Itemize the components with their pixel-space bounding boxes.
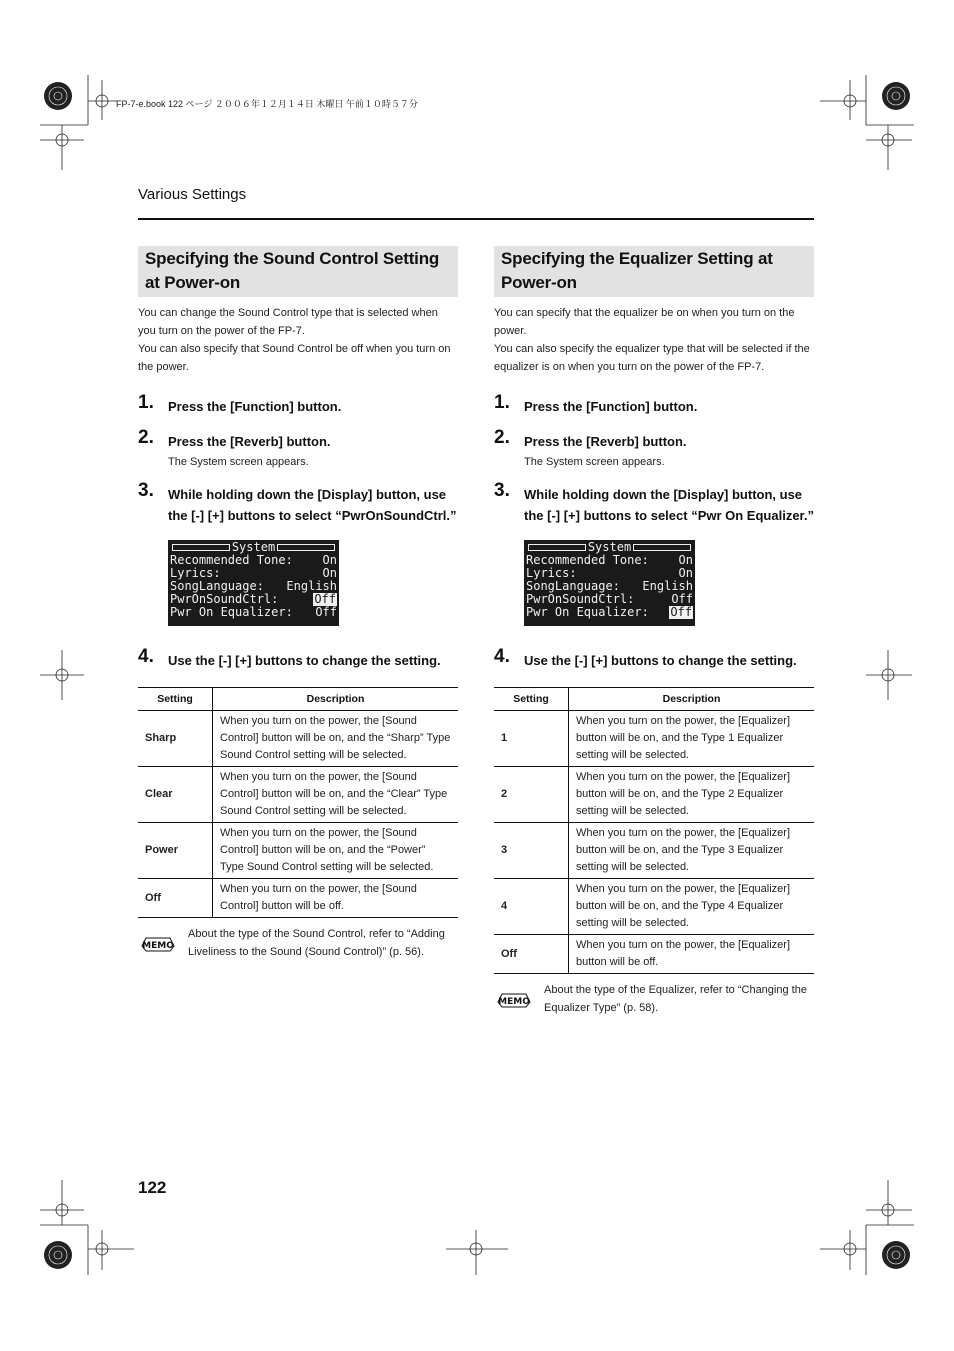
table-row xyxy=(494,879,814,935)
setting-cell: Power xyxy=(138,823,213,879)
lcd-value: Off xyxy=(671,592,693,606)
step-number: 2. xyxy=(494,427,510,448)
lcd-label: Pwr On Equalizer: xyxy=(170,605,293,619)
description-cell: When you turn on the power, the [Sound Control] button will be on, and the “Power” Type Sound Control setting will be selected. xyxy=(213,823,459,879)
lcd-value: English xyxy=(286,579,337,593)
page-number: 122 xyxy=(138,1178,167,1197)
lcd-label: SongLanguage: xyxy=(526,579,620,593)
step-number: 3. xyxy=(494,480,510,501)
lcd-value: On xyxy=(678,553,693,567)
step-subtext: The System screen appears. xyxy=(168,456,309,468)
right-step-2 xyxy=(494,427,814,470)
table-row xyxy=(494,935,814,974)
lcd-value: Off xyxy=(315,605,337,619)
setting-cell: Sharp xyxy=(138,711,213,767)
lcd-label: PwrOnSoundCtrl: xyxy=(170,592,279,606)
step-text: Press the [Reverb] button. xyxy=(524,434,687,449)
description-cell: When you turn on the power, the [Equalizer] button will be on, and the Type 2 Equalizer setting will be selected. xyxy=(569,767,815,823)
setting-cell: Off xyxy=(494,935,569,974)
step-number: 1. xyxy=(494,392,510,413)
step-text: Press the [Reverb] button. xyxy=(168,434,331,449)
step-text: While holding down the [Display] button, use the [-] [+] buttons to select “Pwr On Equalizer.” xyxy=(524,487,814,523)
right-memo xyxy=(494,982,814,1017)
left-heading: Specifying the Sound Control Setting at Power-on xyxy=(138,246,458,297)
table-row xyxy=(494,767,814,823)
lcd-title: System xyxy=(231,540,276,554)
right-column xyxy=(494,246,814,1017)
left-intro xyxy=(138,305,458,376)
left-intro-p1: You can change the Sound Control type that is selected when you turn on the power of the FP-7. xyxy=(138,307,438,337)
table-row xyxy=(138,767,458,823)
lcd-label: Recommended Tone: xyxy=(170,553,293,567)
step-text: Use the [-] [+] buttons to change the setting. xyxy=(168,653,441,668)
setting-cell: Off xyxy=(138,879,213,918)
header-rule xyxy=(138,218,814,220)
lcd-label: PwrOnSoundCtrl: xyxy=(526,592,635,606)
setting-cell: 4 xyxy=(494,879,569,935)
step-number: 4. xyxy=(138,646,154,667)
step-subtext: The System screen appears. xyxy=(524,456,665,468)
table-row xyxy=(494,711,814,767)
right-step-1 xyxy=(494,392,814,417)
step-text: Press the [Function] button. xyxy=(168,399,342,414)
setting-cell: Clear xyxy=(138,767,213,823)
left-intro-p2: You can also specify that Sound Control be off when you turn on the power. xyxy=(138,343,451,373)
right-intro xyxy=(494,305,814,376)
setting-cell: 2 xyxy=(494,767,569,823)
lcd-value: English xyxy=(642,579,693,593)
section-title: Various Settings xyxy=(138,186,247,203)
left-step-1 xyxy=(138,392,458,417)
description-cell: When you turn on the power, the [Equalizer] button will be on, and the Type 3 Equalizer setting will be selected. xyxy=(569,823,815,879)
step-number: 3. xyxy=(138,480,154,501)
lcd-row xyxy=(170,606,337,619)
lcd-row xyxy=(526,606,693,619)
table-row xyxy=(494,823,814,879)
lcd-value: On xyxy=(322,553,337,567)
right-heading: Specifying the Equalizer Setting at Power-on xyxy=(494,246,814,297)
description-cell: When you turn on the power, the [Equalizer] button will be off. xyxy=(569,935,815,974)
left-lcd-screen xyxy=(168,540,339,626)
print-header: FP-7-e.book 122 ページ ２００６年１２月１４日 木曜日 午前１０時５７分 xyxy=(116,99,418,109)
table-header: Description xyxy=(569,688,815,711)
memo-icon xyxy=(140,932,176,954)
step-number: 1. xyxy=(138,392,154,413)
lcd-label: Recommended Tone: xyxy=(526,553,649,567)
description-cell: When you turn on the power, the [Sound Control] button will be on, and the “Clear” Type Sound Control setting will be selected. xyxy=(213,767,459,823)
right-settings-table xyxy=(494,687,814,974)
svg-text:MEMO: MEMO xyxy=(142,941,174,951)
left-step-4 xyxy=(138,646,458,671)
left-column xyxy=(138,246,458,961)
lcd-value-selected: Off xyxy=(314,592,336,606)
step-text: Use the [-] [+] buttons to change the setting. xyxy=(524,653,797,668)
lcd-value: On xyxy=(322,566,337,580)
step-text: While holding down the [Display] button, use the [-] [+] buttons to select “PwrOnSoundCtrl.” xyxy=(168,487,457,523)
description-cell: When you turn on the power, the [Equalizer] button will be on, and the Type 1 Equalizer setting will be selected. xyxy=(569,711,815,767)
lcd-label: Pwr On Equalizer: xyxy=(526,605,649,619)
table-header: Setting xyxy=(138,688,213,711)
table-row xyxy=(138,823,458,879)
description-cell: When you turn on the power, the [Sound Control] button will be on, and the “Sharp” Type Sound Control setting will be selected. xyxy=(213,711,459,767)
lcd-title: System xyxy=(587,540,632,554)
step-text: Press the [Function] button. xyxy=(524,399,698,414)
right-step-3 xyxy=(494,480,814,526)
table-header: Setting xyxy=(494,688,569,711)
lcd-value: On xyxy=(678,566,693,580)
table-row xyxy=(138,879,458,918)
left-settings-table xyxy=(138,687,458,918)
description-cell: When you turn on the power, the [Sound Control] button will be off. xyxy=(213,879,459,918)
lcd-label: Lyrics: xyxy=(170,566,221,580)
setting-cell: 3 xyxy=(494,823,569,879)
right-intro-p2: You can also specify the equalizer type that will be selected if the equalizer is on when you turn on the power of the FP-7. xyxy=(494,343,810,373)
lcd-label: SongLanguage: xyxy=(170,579,264,593)
right-intro-p1: You can specify that the equalizer be on when you turn on the power. xyxy=(494,307,795,337)
left-step-3 xyxy=(138,480,458,526)
step-number: 2. xyxy=(138,427,154,448)
memo-text: About the type of the Equalizer, refer to “Changing the Equalizer Type” (p. 58). xyxy=(544,984,807,1014)
left-memo xyxy=(138,926,458,961)
table-row xyxy=(138,711,458,767)
lcd-value-selected: Off xyxy=(670,605,692,619)
step-number: 4. xyxy=(494,646,510,667)
right-lcd-screen xyxy=(524,540,695,626)
setting-cell: 1 xyxy=(494,711,569,767)
lcd-label: Lyrics: xyxy=(526,566,577,580)
description-cell: When you turn on the power, the [Equalizer] button will be on, and the Type 4 Equalizer setting will be selected. xyxy=(569,879,815,935)
table-header: Description xyxy=(213,688,459,711)
memo-icon xyxy=(496,988,532,1010)
right-step-4 xyxy=(494,646,814,671)
left-step-2 xyxy=(138,427,458,470)
memo-text: About the type of the Sound Control, refer to “Adding Liveliness to the Sound (Sound Control)” (p. 56). xyxy=(188,928,445,958)
svg-text:MEMO: MEMO xyxy=(498,997,530,1007)
